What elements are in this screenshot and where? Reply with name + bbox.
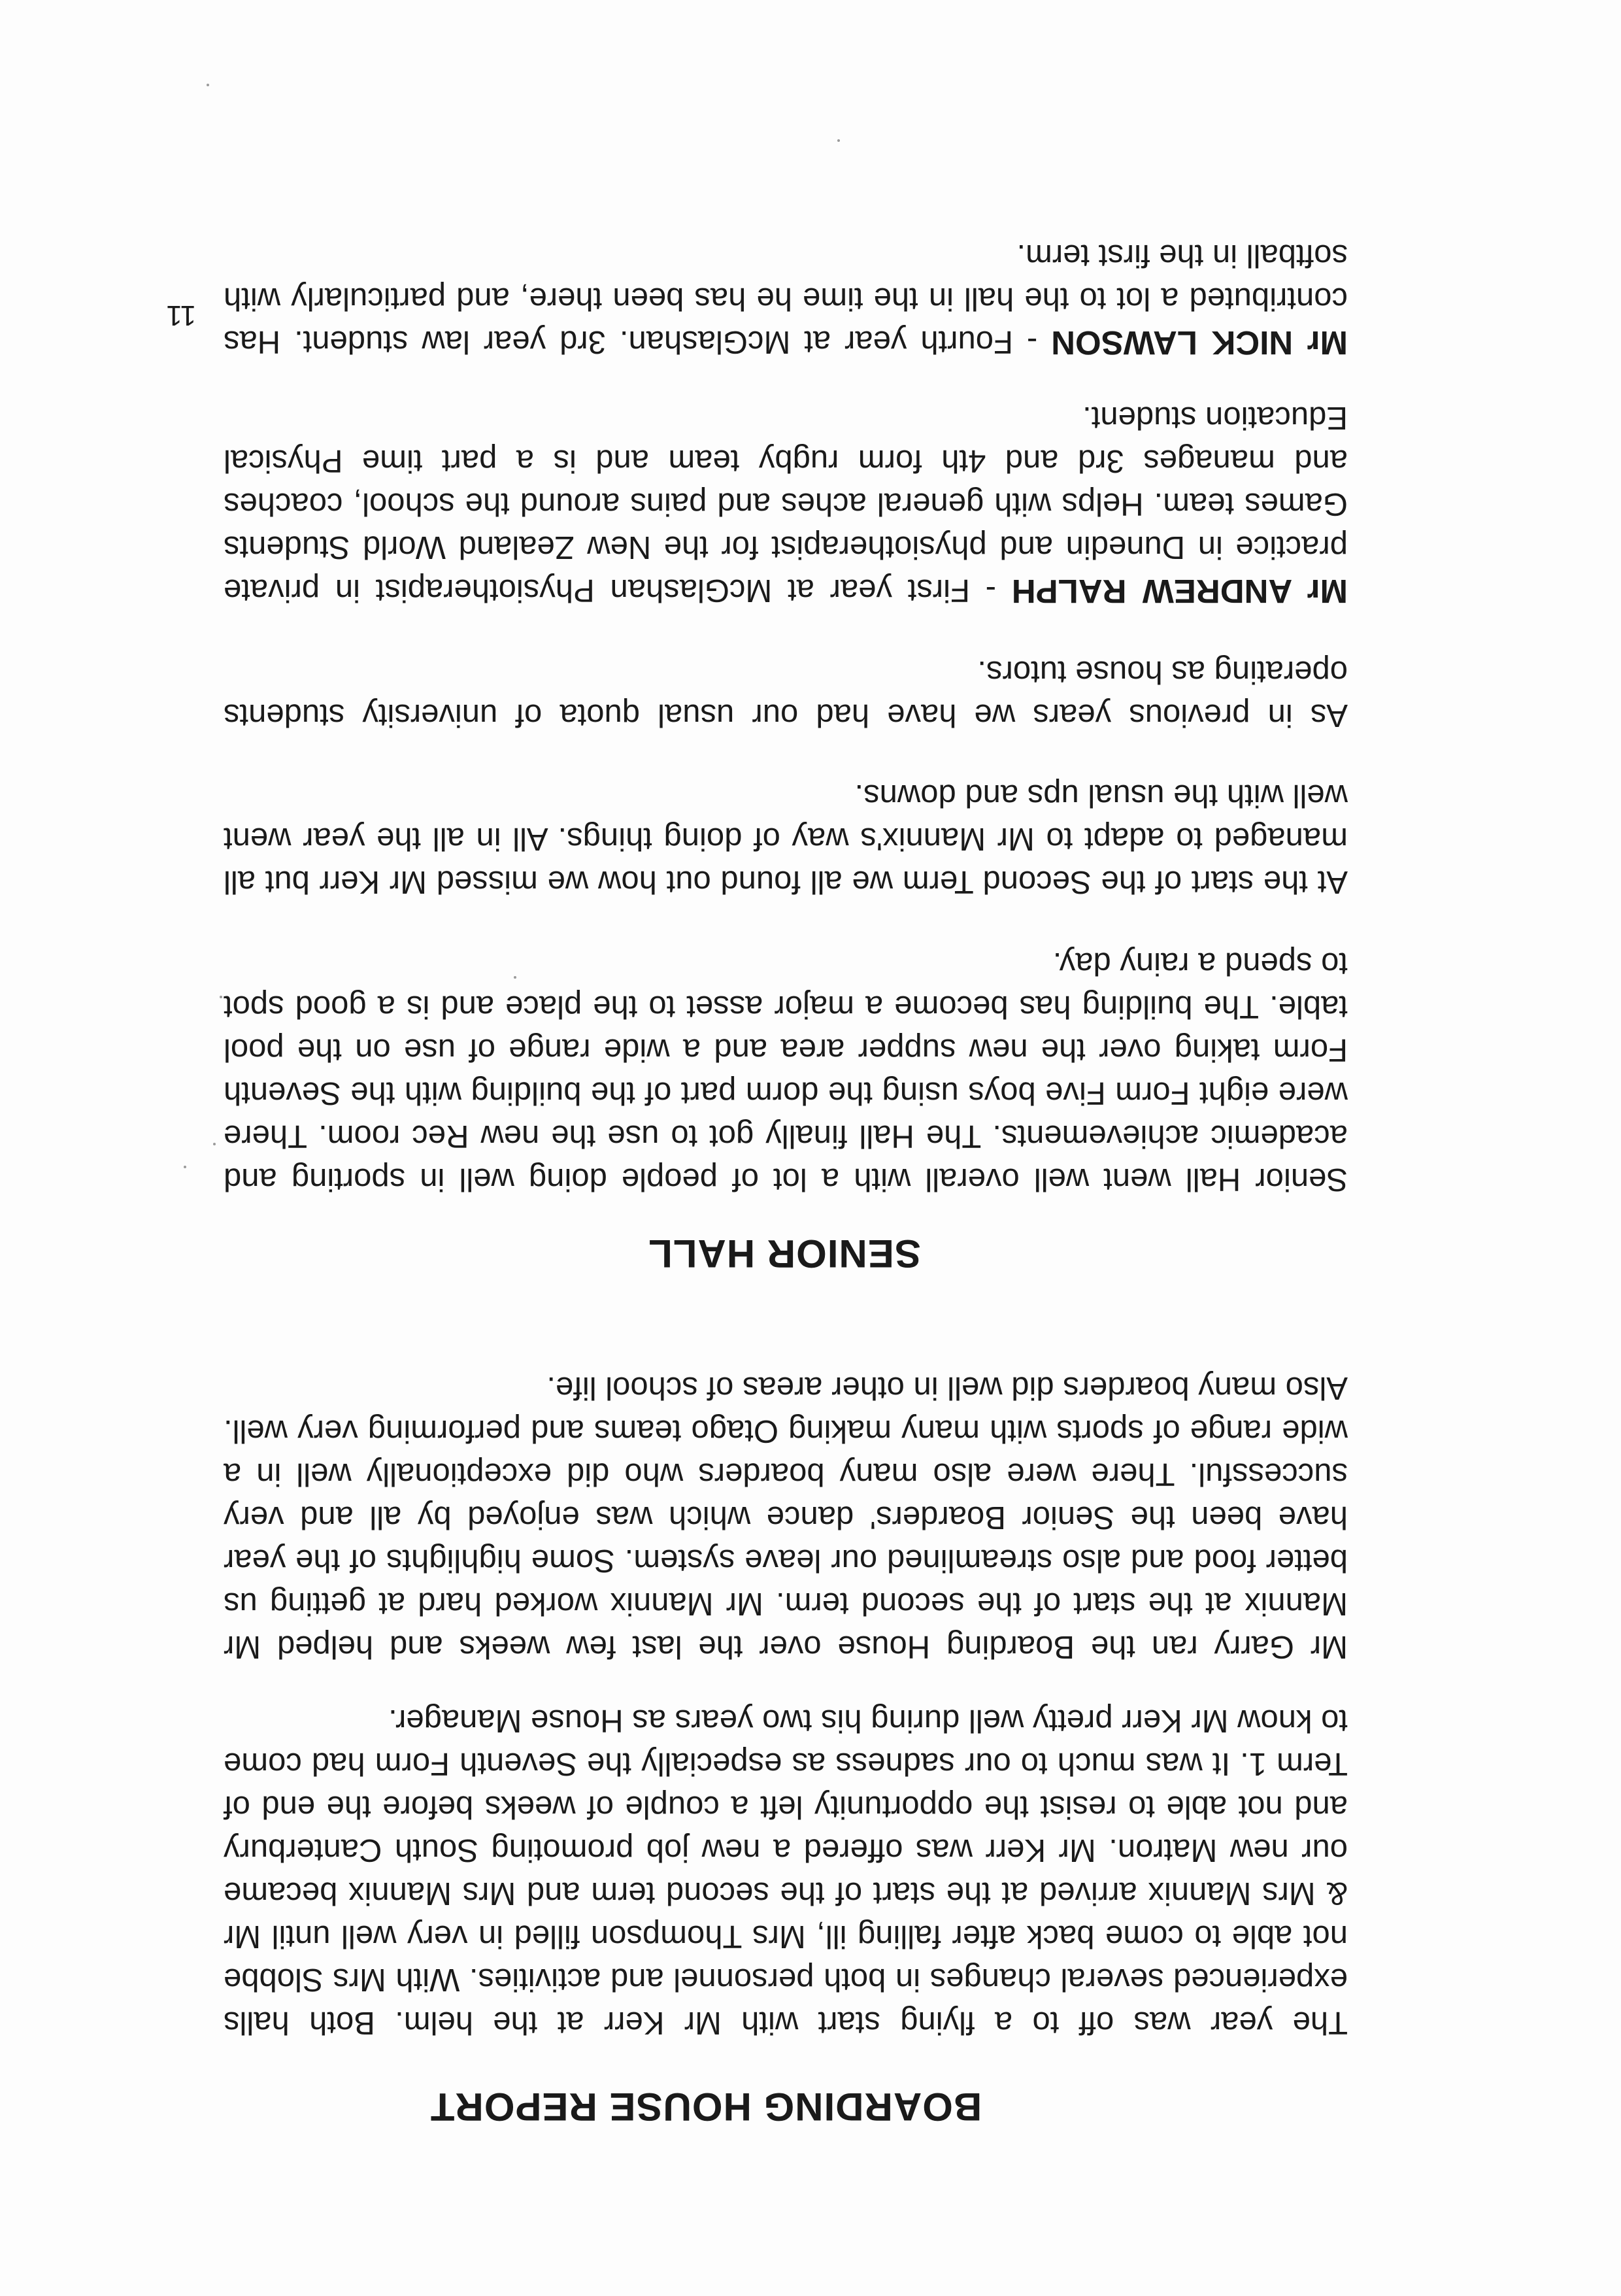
- highlights-paragraph: Mr Garry ran the Boarding House over the last few weeks and helped Mr Mannix at the start of the second term. Mr Mannix worked hard at getting us better food and also streamlined our leave system. Some highlights of the year have been the Senior Boarders' dance which was enjoyed by all and very successful. There were also many boarders who did exceptionally well in a wide range of sports with many making Otago teams and performing very well. Also many boarders did well in other areas of school life.: [224, 1370, 1348, 1664]
- scan-speck: [213, 1143, 216, 1145]
- senior-hall-heading: SENIOR HALL: [648, 1232, 921, 1275]
- house-tutors-paragraph: As in previous years we have had our usual quota of university students operating as house tutors.: [224, 654, 1348, 733]
- tutor-entry: [224, 396, 1348, 613]
- tutor-entry: [224, 234, 1348, 364]
- scan-speck: [207, 84, 209, 86]
- tutor-name: Mr NICK LAWSON: [1051, 324, 1348, 362]
- senior-hall-paragraph: Senior Hall went well overall with a lot of people doing well in sporting and academic achievements. The Hall finally got to use the new Rec room. There were eight Form Five boys using the dorm part of the building with the Seventh Form taking over the new supper area and a wide range of use on the pool table. The building has become a major asset to the place and is a good spot to spend a rainy day.: [224, 946, 1348, 1197]
- page-number: 11: [166, 299, 196, 331]
- scan-speck: [220, 996, 222, 998]
- scan-speck: [837, 139, 840, 142]
- intro-paragraph: The year was off to a flying start with Mr Kerr at the helm. Both halls experienced several changes in both personnel and activities. With Mrs Slobbe not able to come back after falling ill, Mrs Thompson filled in very well until Mr & Mrs Mannix arrived at the start of the second term and Mrs Mannix became our new Matron. Mr Kerr was offered a new job promoting South Canterbury and not able to resist the opportunity left a couple of weeks before the end of Term 1. It was much to our sadness as especially the Seventh Form had come to know Mr Kerr pretty well during his two years as House Manager.: [224, 1703, 1348, 2040]
- tutor-name: Mr ANDREW RALPH: [1011, 573, 1348, 610]
- tutor-description: - Fourth year at McGlashan. 3rd year law student. Has contributed a lot to the hall in the time he has been there, and particularly with softball in the first term.: [223, 238, 1348, 360]
- scan-speck: [184, 1166, 186, 1168]
- tutor-description: - First year at McGlashan Physiotherapist in private practice in Dunedin and physiotherapist for the New Zealand World Students Games team. Helps with general aches and pains around the school, coaches and manages 3rd and 4th form rugby team and is a part time Physical Education student.: [223, 400, 1348, 608]
- scan-speck: [514, 976, 516, 979]
- report-title: BOARDING HOUSE REPORT: [429, 2085, 982, 2129]
- second-term-paragraph: At the start of the Second Term we all found out how we missed Mr Kerr but all managed to adapt to Mr Mannix's way of doing things. All in all the year went well with the usual ups and downs.: [224, 778, 1348, 900]
